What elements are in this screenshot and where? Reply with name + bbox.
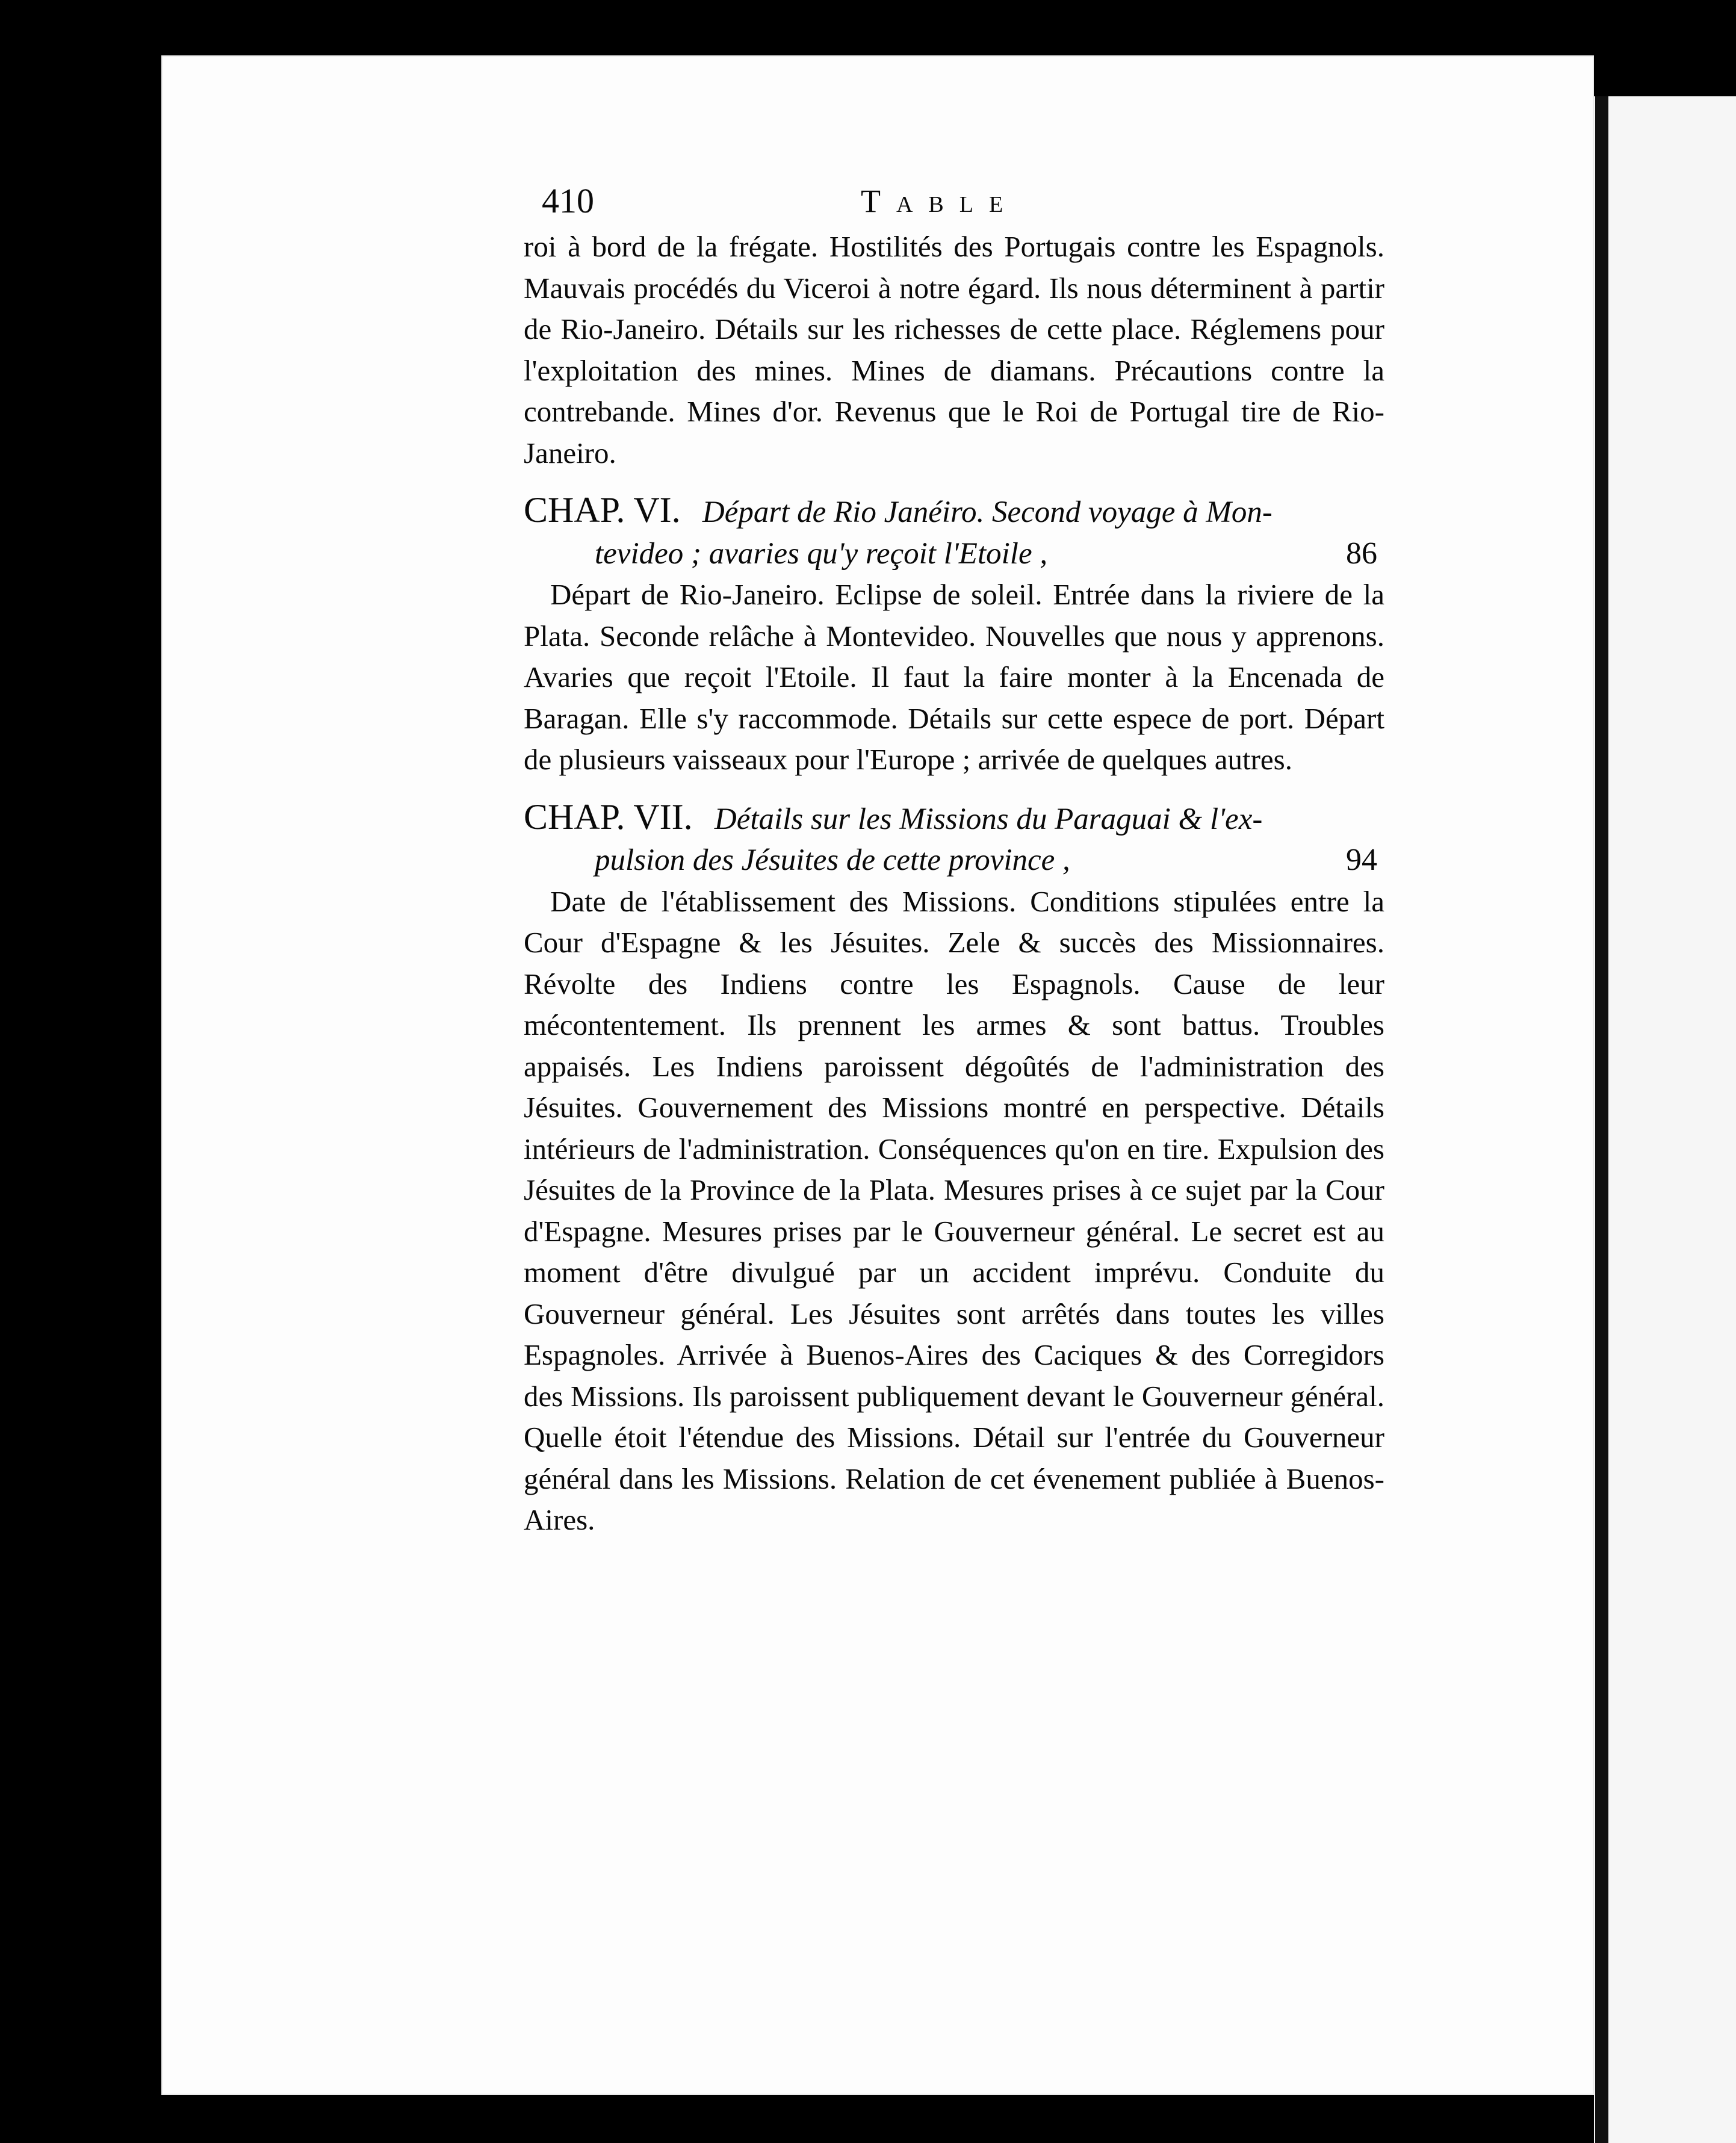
running-title: Table [861, 183, 1019, 219]
chapter-page-ref: 86 [1346, 536, 1377, 571]
book-gutter [1595, 96, 1608, 2143]
chapter-label: CHAP. VI. [524, 490, 681, 530]
chapter-entry-vi [524, 489, 1384, 781]
chapter-heading [524, 796, 1384, 881]
chapter-title-line1: Départ de Rio Janéiro. Second voyage à Mon- [702, 495, 1273, 529]
continued-summary: roi à bord de la frégate. Hostilités des Portugais contre les Espagnols. Mauvais procédés du Viceroi à notre égard. Ils nous déterminent à partir de Rio-Janeiro. Détails sur les richesses de cette place. Réglemens pour l'exploitation des mines. Mines de diamans. Précautions contre la contrebande. Mines d'or. Revenus que le Roi de Portugal tire de Rio-Janeiro. [524, 230, 1384, 470]
chapter-summary: Départ de Rio-Janeiro. Eclipse de soleil. Entrée dans la riviere de la Plata. Seconde relâche à Montevideo. Nouvelles que nous y apprenons. Avaries que reçoit l'Etoile. Il faut la faire monter à la Encenada de Baragan. Elle s'y raccommode. Détails sur cette espece de port. Départ de plusieurs vaisseaux pour l'Europe ; arrivée de quelques autres. [524, 578, 1384, 776]
chapter-entry-vii [524, 796, 1384, 1541]
adjacent-page-edge [1594, 96, 1736, 2143]
chapter-title-line2: tevideo ; avaries qu'y reçoit l'Etoile , [595, 536, 1048, 571]
chapter-page-ref: 94 [1346, 843, 1377, 877]
chapter-summary: Date de l'établissement des Missions. Conditions stipulées entre la Cour d'Espagne & les Jésuites. Zele & succès des Missionnaires. Révolte des Indiens contre les Espagnols. Cause de leur mécontentement. Ils prennent les armes & sont battus. Troubles appaisés. Les Indiens paroissent dégoûtés de l'administration des Jésuites. Gouvernement des Missions montré en perspective. Détails intérieurs de l'administration. Conséquences qu'on en tire. Expulsion des Jésuites de la Province de la Plata. Mesures prises à ce sujet par la Cour d'Espagne. Mesures prises par le Gouverneur général. Le secret est au moment d'être divulgué par un accident imprévu. Conduite du Gouverneur général. Les Jésuites sont arrêtés dans toutes les villes Espagnoles. Arrivée à Buenos-Aires des Caciques & des Corregidors des Missions. Ils paroissent publiquement devant le Gouverneur général. Quelle étoit l'étendue des Missions. Détail sur l'entrée du Gouverneur général dans les Missions. Relation de cet évenement publiée à Buenos-Aires. [524, 884, 1384, 1536]
chapter-title-line1: Détails sur les Missions du Paraguai & l'ex- [714, 802, 1263, 836]
chapter-label: CHAP. VII. [524, 796, 693, 837]
chapter-title-line2: pulsion des Jésuites de cette province , [595, 843, 1070, 877]
chapter-heading [524, 489, 1384, 574]
running-head [524, 181, 1384, 223]
page-text [524, 181, 1384, 1541]
page-number: 410 [542, 181, 594, 220]
scan-border-left [0, 0, 161, 2143]
